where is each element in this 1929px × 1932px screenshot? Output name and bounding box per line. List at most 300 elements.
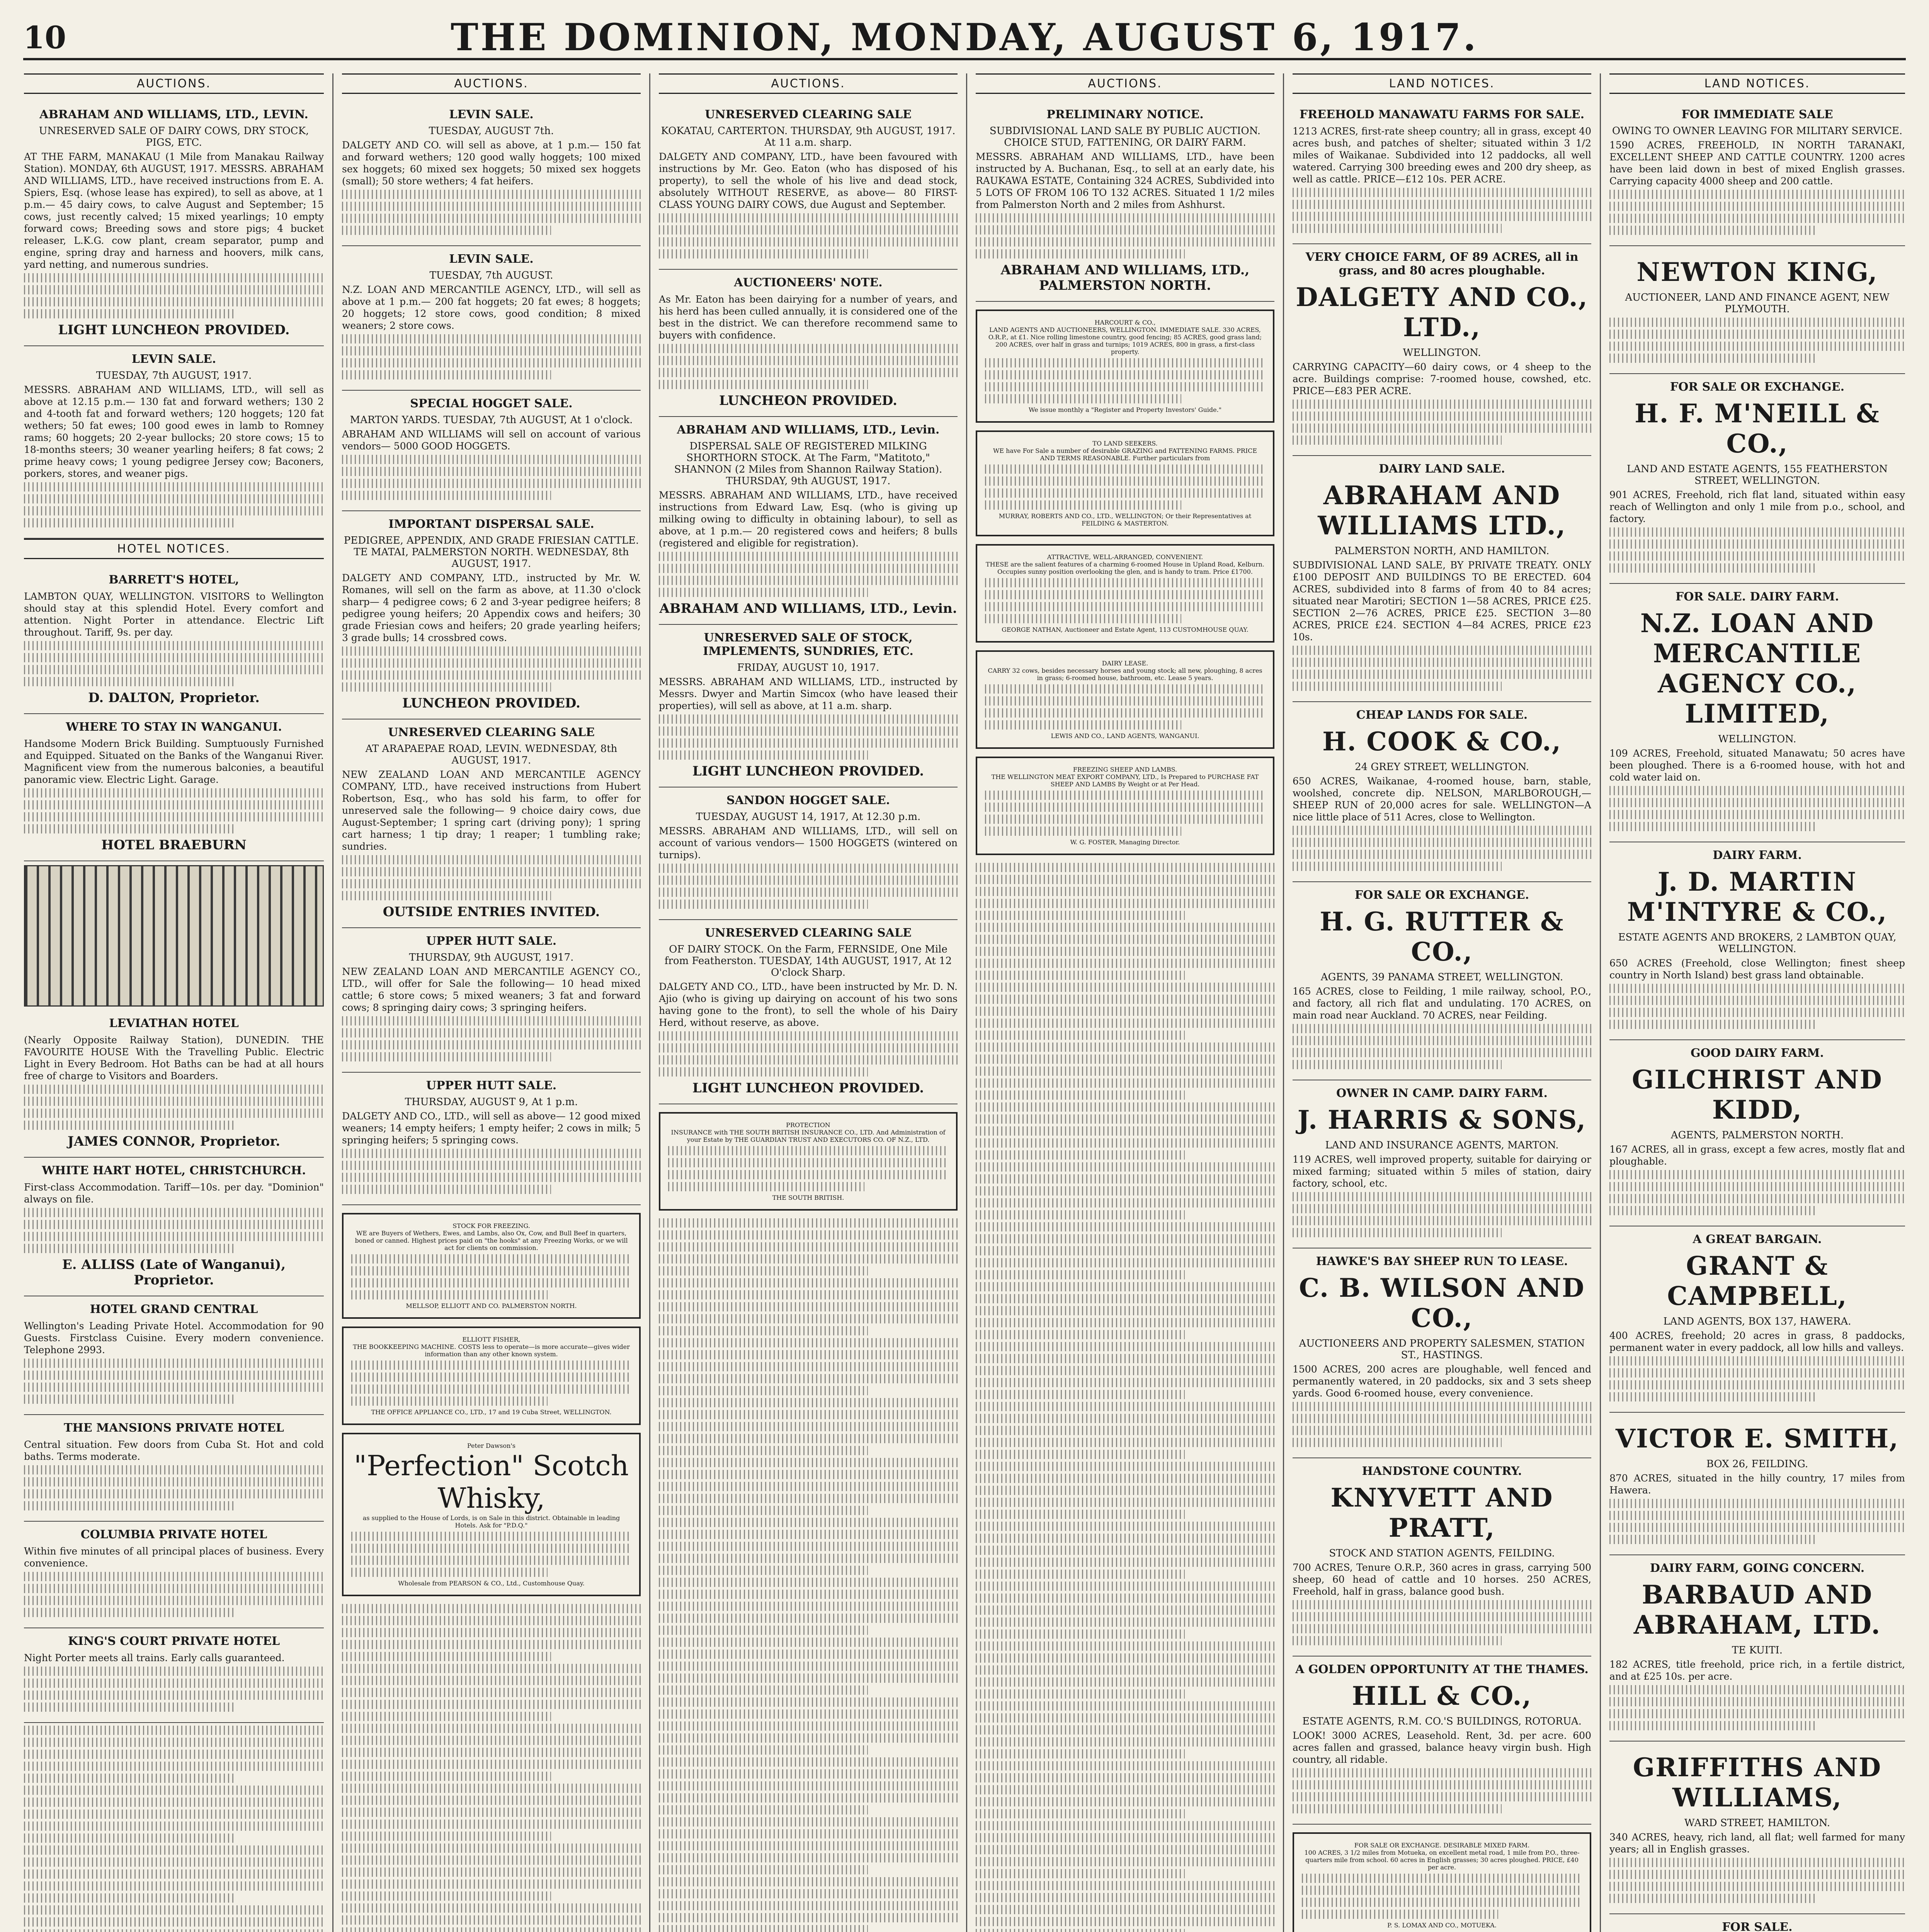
hotel-notices-header: HOTEL NOTICES. [24, 539, 324, 559]
text-line-texture [1609, 1020, 1817, 1029]
text-line-texture [659, 1302, 958, 1311]
text-line-texture [659, 1697, 958, 1707]
text-line-texture [659, 1386, 868, 1395]
text-line-texture [1609, 354, 1817, 363]
text-line-texture [976, 1522, 1274, 1531]
ad-heading: HARCOURT & CO., [1094, 319, 1156, 326]
text-line-texture [659, 1314, 958, 1323]
text-line-texture [1293, 1192, 1591, 1201]
text-line-texture [659, 864, 958, 873]
ad-advertiser-name: H. F. M'NEILL & CO., [1635, 398, 1880, 459]
text-line-texture [659, 1829, 958, 1838]
ad-subheading: TUESDAY, 7th AUGUST, 1917. [96, 370, 252, 381]
text-line-texture [1609, 1697, 1905, 1706]
ad-body-text: First-class Accommodation. Tariff—10s. per day. "Dominion" always on file. [24, 1182, 324, 1205]
text-line-texture [1609, 1008, 1905, 1017]
text-line-texture [1293, 838, 1591, 847]
ad-heading: DAIRY FARM, GOING CONCERN. [1650, 1561, 1865, 1575]
boxed-advertisement [976, 544, 1274, 643]
advertisement [24, 102, 324, 346]
ad-signoff: Wholesale from PEARSON & CO., Ltd., Customhouse Quay. [398, 1580, 585, 1587]
text-line-texture [24, 677, 234, 686]
ad-body-text: DALGETY AND COMPANY, LTD., have been favoured with instructions by Mr. Geo. Eaton (who has disposed of his property), to sell the whole of his live and dead stock, absolutely WITHOUT RESERVE, as above— 80 FIRST-CLASS YOUNG DAIRY COWS, due August and September. [659, 151, 958, 210]
text-line-texture [985, 696, 1265, 706]
ad-advertiser-name: J. D. MARTIN M'INTYRE & CO., [1627, 867, 1888, 927]
column-header: LAND NOTICES. [1293, 73, 1591, 94]
advertisement [24, 1010, 324, 1158]
text-line-texture [1293, 826, 1591, 835]
ad-subheading: SUBDIVISIONAL LAND SALE BY PUBLIC AUCTION. CHOICE STUD, FATTENING, OR DAIRY FARM. [989, 125, 1261, 148]
text-line-texture [659, 1506, 868, 1515]
text-line-texture [668, 1170, 948, 1179]
ad-subheading: KOKATAU, CARTERTON. THURSDAY, 9th AUGUST, 1917. At 11 a.m. sharp. [661, 125, 956, 148]
text-line-texture [24, 1774, 234, 1783]
text-line-texture [342, 1736, 641, 1745]
text-line-texture [24, 1810, 324, 1819]
text-line-texture [659, 1518, 958, 1527]
ad-heading: A GREAT BARGAIN. [1693, 1233, 1822, 1246]
ad-subheading: LAND AGENTS, BOX 137, HAWERA. [1663, 1316, 1851, 1327]
ad-body-text: As Mr. Eaton has been dairying for a number of years, and his herd has been culled annually, it is considered one of the best in the district. We can therefore recommend same to buyers with confidence. [659, 294, 958, 341]
text-line-texture [24, 1869, 324, 1879]
text-line-texture [24, 273, 324, 282]
advertisement [24, 1522, 324, 1628]
text-line-texture [976, 923, 1274, 932]
ad-heading: FREEZING SHEEP AND LAMBS. [1073, 766, 1177, 773]
ad-body-text: THESE are the salient features of a charming 6-roomed House in Upland Road, Kelburn. Occupies sunny position overlooking the glen, and is handy to tram. Price £1700. [985, 561, 1265, 575]
text-line-texture [976, 1186, 1274, 1196]
text-line-texture [976, 237, 1274, 247]
page-number: 10 [23, 19, 66, 56]
text-line-texture [976, 1102, 1274, 1112]
text-line-texture [351, 1384, 631, 1394]
ad-heading: WHITE HART HOTEL, CHRISTCHURCH. [42, 1164, 306, 1177]
text-line-texture [342, 1808, 641, 1817]
text-line-texture [351, 1278, 631, 1287]
text-line-texture [1609, 1380, 1905, 1389]
text-line-texture [24, 1608, 234, 1617]
text-line-texture [1609, 1685, 1905, 1694]
text-line-texture [342, 1185, 551, 1194]
text-line-texture [976, 1809, 1185, 1818]
text-line-texture [976, 1438, 1274, 1447]
ad-subheading: FRIDAY, AUGUST 10, 1917. [737, 662, 879, 673]
text-line-texture [976, 1713, 1274, 1723]
text-line-texture [1293, 1228, 1502, 1237]
ad-signoff: MELLSOP, ELLIOTT AND CO. PALMERSTON NORTH. [406, 1302, 577, 1310]
text-line-texture [976, 1893, 1274, 1902]
text-line-texture [1302, 1898, 1582, 1907]
text-line-texture [976, 1474, 1274, 1483]
text-line-texture [1293, 412, 1591, 421]
text-line-texture [24, 482, 324, 492]
text-line-texture [659, 1685, 868, 1695]
text-line-texture [24, 1208, 324, 1217]
ad-subheading: OWING TO OWNER LEAVING FOR MILITARY SERVICE. [1612, 125, 1903, 137]
text-line-texture [1302, 1874, 1582, 1883]
text-line-texture [342, 455, 641, 464]
text-line-texture [976, 1054, 1274, 1064]
ad-advertiser-name: C. B. WILSON AND CO., [1299, 1273, 1585, 1333]
ad-body-text: MESSRS. ABRAHAM AND WILLIAMS, LTD., will sell on account of various vendors— 1500 HOGGETS (wintered on turnips). [659, 825, 958, 861]
text-line-texture [976, 1222, 1274, 1231]
text-line-texture [342, 1844, 641, 1853]
ad-heading: VERY CHOICE FARM, OF 89 ACRES, all in grass, and 80 acres ploughable. [1305, 250, 1579, 277]
text-line-texture [342, 1688, 641, 1697]
ad-heading: LEVIN SALE. [131, 352, 216, 366]
text-line-texture [659, 1482, 958, 1491]
ad-subheading: AT ARAPAEPAE ROAD, LEVIN. WEDNESDAY, 8th AUGUST, 1917. [365, 743, 617, 766]
text-line-texture [342, 1748, 641, 1757]
text-line-texture [659, 1043, 958, 1053]
text-line-texture [659, 576, 958, 585]
text-line-texture [659, 1398, 958, 1407]
text-line-texture [342, 1149, 641, 1158]
text-line-texture [976, 1330, 1185, 1339]
text-line-texture [342, 1915, 641, 1925]
text-line-texture [1293, 1204, 1591, 1213]
text-line-texture [659, 750, 868, 760]
ad-advertiser-name: J. HARRIS & SONS, [1297, 1105, 1587, 1135]
text-line-texture [659, 1530, 958, 1539]
text-line-texture [24, 1881, 324, 1891]
text-line-texture [976, 1282, 1274, 1291]
text-line-texture [976, 1270, 1185, 1279]
ad-signoff: LIGHT LUNCHEON PROVIDED. [692, 1080, 924, 1096]
text-line-texture [24, 1465, 324, 1475]
text-line-texture [342, 1796, 641, 1805]
ad-signoff: JAMES CONNOR, Proprietor. [67, 1134, 281, 1149]
text-line-texture [659, 1733, 958, 1743]
text-line-texture [659, 1662, 958, 1671]
text-line-texture [342, 1760, 641, 1769]
text-line-texture [1609, 1535, 1817, 1544]
text-line-texture [1302, 1886, 1582, 1895]
text-line-texture [24, 1584, 324, 1593]
text-line-texture [24, 1821, 324, 1831]
text-line-texture [1609, 1182, 1905, 1191]
text-line-texture [1609, 1356, 1905, 1366]
text-line-texture [976, 1605, 1274, 1615]
ad-body-text: 340 ACRES, heavy, rich land, all flat; well farmed for many years; all in English grasses. [1609, 1832, 1905, 1855]
ad-heading: LEVIATHAN HOTEL [109, 1017, 239, 1030]
text-line-texture [985, 791, 1265, 800]
text-line-texture [659, 1031, 958, 1041]
ad-signoff: ABRAHAM AND WILLIAMS, LTD., Levin. [659, 601, 957, 616]
text-line-texture [351, 1396, 548, 1406]
advertisement [342, 391, 641, 511]
text-line-texture [976, 1234, 1274, 1243]
ad-subheading: TUESDAY, AUGUST 7th. [429, 125, 554, 137]
text-line-texture [985, 720, 1181, 730]
text-line-texture [976, 1198, 1274, 1208]
text-line-texture [342, 1772, 551, 1781]
text-line-texture [976, 887, 1274, 896]
ad-body-text: 109 ACRES, Freehold, situated Manawatu; 50 acres have been ploughed. There is a 6-roomed house, with hot and cold water laid on. [1609, 748, 1905, 783]
text-line-texture [659, 1338, 958, 1347]
advertisement [1293, 1080, 1591, 1248]
ad-signoff: We issue monthly a "Register and Property Investors' Guide." [1028, 406, 1222, 413]
text-line-texture [1609, 342, 1905, 351]
text-line-texture [976, 1138, 1274, 1148]
text-line-texture [24, 1489, 324, 1498]
ad-heading: FOR IMMEDIATE SALE [1681, 108, 1833, 121]
ad-body-text: 165 ACRES, close to Feilding, 1 mile railway, school, P.O., and factory, all rich flat and undulating. 170 ACRES, on main road near Auckland. 70 ACRES, near Feilding. [1293, 986, 1591, 1021]
text-line-texture [1293, 1426, 1591, 1435]
text-line-texture [1609, 1194, 1905, 1203]
text-line-texture [976, 1917, 1274, 1926]
ad-body-text: 700 ACRES, Tenure O.R.P., 360 acres in grass, carrying 500 sheep, 60 head of cattle and 10 horses. 250 ACRES, Freehold, half in grass, balance good bush. [1293, 1562, 1591, 1597]
text-line-texture [1609, 563, 1817, 573]
text-line-texture [976, 1342, 1274, 1351]
text-line-texture [659, 1925, 868, 1932]
text-line-texture [985, 382, 1265, 391]
ad-subheading: THURSDAY, 9th AUGUST, 1917. [409, 952, 574, 963]
text-line-texture [24, 1905, 324, 1915]
text-line-texture [342, 1832, 551, 1841]
ad-signoff: LIGHT LUNCHEON PROVIDED. [58, 322, 290, 338]
ad-body-text: THE BOOKKEEPING MACHINE. COSTS less to operate—is more accurate—gives wider information than any other known system. [353, 1343, 630, 1358]
text-line-texture [976, 875, 1274, 884]
ad-advertiser-name: GRIFFITHS AND WILLIAMS, [1633, 1752, 1882, 1813]
text-line-texture [342, 226, 551, 235]
advertisement [1293, 1656, 1591, 1825]
text-line-texture [1293, 1600, 1591, 1609]
ad-body-text: 870 ACRES, situated in the hilly country, 17 miles from Hawera. [1609, 1473, 1905, 1496]
ad-body-text: MESSRS. ABRAHAM AND WILLIAMS, LTD., will sell as above at 12.15 p.m.— 130 fat and forward wethers; 130 2 and 4-tooth fat and forward wethers; 120 hoggets; 120 fat wethers; 50 fat ewes; 100 good ewes in lamb to Romney rams; 60 hoggets; 20 2-year bullocks; 20 store cows; 15 to 18-months steers; 30 weaner yearling heifers; 8 fat cows; 2 prime heavy cows; 1 young pedigree Jersey cow; Baconers, porkers, stores, and weaner pigs. [24, 384, 324, 479]
text-line-texture [659, 1566, 868, 1575]
text-line-texture [24, 1917, 324, 1927]
boxed-advertisement [342, 1213, 641, 1319]
advertisement [1609, 1040, 1905, 1226]
advertisement [1293, 702, 1591, 882]
text-line-texture [976, 1821, 1274, 1830]
ad-subheading: TUESDAY, AUGUST 14, 1917, At 12.30 p.m. [696, 811, 921, 823]
text-line-texture [342, 682, 551, 692]
text-line-texture [976, 1797, 1274, 1806]
text-line-texture [659, 225, 958, 235]
ad-body-text: 1213 ACRES, first-rate sheep country; all in grass, except 40 acres bush, and patches of shelter; situated within 3 1/2 miles of Waikanae. Subdivided into 12 paddocks, all well watered. Carrying 300 breeding ewes and 200 dry sheep, as well as cattle. PRICE—£12 10s. PER ACRE. [1293, 126, 1591, 185]
text-line-texture [1609, 318, 1905, 327]
text-line-texture [1293, 1414, 1591, 1423]
text-line-texture [976, 983, 1274, 992]
text-line-texture [24, 1596, 324, 1605]
ad-heading: A GOLDEN OPPORTUNITY AT THE THAMES. [1295, 1663, 1589, 1676]
text-line-texture [24, 1359, 324, 1368]
text-line-texture [342, 1820, 641, 1829]
ad-body-text: WE have For Sale a number of desirable GRAZING and FATTENING FARMS. PRICE AND TERMS REASONABLE. Further particulars from [993, 447, 1257, 462]
text-line-texture [659, 1290, 958, 1299]
text-line-texture [1293, 212, 1591, 221]
ad-body-text: LAMBTON QUAY, WELLINGTON. VISITORS to Wellington should stay at this splendid Hotel. Every comfort and attention. Night Porter in attendance. Electric Lift throughout. Tariff, 9s. per day. [24, 591, 324, 638]
text-line-texture [342, 891, 551, 900]
ad-body-text: WE are Buyers of Wethers, Ewes, and Lambs, also Ox, Cow, and Bull Beef in quarters, boned or canned. Highest prices paid on "the hooks" at any Freezing Works, or we will act for clients on commission. [355, 1230, 628, 1252]
column-1 [15, 73, 332, 1932]
advertisement [1609, 246, 1905, 374]
ad-signoff: LUNCHEON PROVIDED. [719, 393, 898, 408]
text-line-texture [342, 479, 641, 488]
text-line-texture [1609, 798, 1905, 807]
text-line-texture [342, 1676, 641, 1685]
text-line-texture [659, 1781, 958, 1791]
text-line-texture [659, 1865, 868, 1874]
text-line-texture [342, 1173, 641, 1182]
text-line-texture [976, 1007, 1274, 1016]
ad-subheading: WARD STREET, HAMILTON. [1684, 1817, 1830, 1829]
text-line-texture [24, 641, 324, 650]
ad-heading: FOR SALE OR EXCHANGE. [1670, 380, 1845, 394]
advertisement [659, 417, 958, 625]
ad-subheading: AGENTS, 39 PANAMA STREET, WELLINGTON. [1320, 971, 1563, 983]
text-line-texture [1609, 527, 1905, 537]
text-line-texture [342, 1016, 641, 1026]
text-line-texture [659, 1578, 958, 1587]
boxed-advertisement [976, 430, 1274, 536]
ad-body-text: 650 ACRES (Freehold, close Wellington; finest sheep country in North Island) best grass land obtainable. [1609, 957, 1905, 981]
text-line-texture [1293, 1060, 1502, 1069]
ad-heading: HANDSTONE COUNTRY. [1362, 1464, 1522, 1478]
ad-advertiser-name: GRANT & CAMPBELL, [1667, 1251, 1847, 1311]
text-line-texture [1293, 1612, 1591, 1621]
text-line-texture [1293, 682, 1502, 691]
text-line-texture [976, 1031, 1185, 1040]
advertisement [342, 102, 641, 246]
text-line-texture [976, 1845, 1274, 1854]
text-line-texture [985, 684, 1265, 694]
ad-heading: THE MANSIONS PRIVATE HOTEL [64, 1421, 284, 1435]
text-line-texture [976, 1414, 1274, 1423]
text-line-texture [1293, 862, 1502, 871]
ad-body-text: MESSRS. ABRAHAM AND WILLIAMS, LTD., have been instructed by A. Buchanan, Esq., to sell at an early date, his RAUKAWA ESTATE, Containing 324 ACRES, Subdivided into 5 LOTS OF FROM 106 TO 132 ACRES. Situated 1 1/2 miles from Palmerston North and 2 miles from Ashhurst. [976, 151, 1274, 210]
advertisement [342, 928, 641, 1073]
text-line-texture [1293, 646, 1591, 655]
boxed-advertisement [976, 650, 1274, 749]
text-line-texture [659, 1626, 868, 1635]
text-line-texture [351, 1556, 631, 1565]
advertisement [1609, 1413, 1905, 1555]
text-line-texture [976, 1558, 1274, 1567]
text-line-texture [976, 225, 1274, 235]
advertisement [24, 1158, 324, 1296]
text-line-texture [976, 1246, 1274, 1255]
ad-body-text: DALGETY AND CO. will sell as above, at 1 p.m.— 150 fat and forward wethers; 120 good wally hoggets; 100 mixed sex hoggets; 60 mixed sex hoggets; 50 mixed sex hoggets (small); 50 store wethers; 4 fat heifers. [342, 139, 641, 187]
ad-signoff: D. DALTON, Proprietor. [88, 690, 260, 706]
ad-heading: BARRETT'S HOTEL, [109, 573, 239, 587]
column-header: AUCTIONS. [659, 73, 958, 94]
ad-heading: ATTRACTIVE, WELL-ARRANGED, CONVENIENT. [1047, 553, 1203, 561]
text-line-texture [24, 1750, 324, 1759]
ad-advertiser-name: VICTOR E. SMITH, [1615, 1423, 1899, 1454]
text-line-texture [976, 995, 1274, 1004]
text-line-texture [985, 488, 1265, 498]
text-line-texture [985, 464, 1265, 474]
text-line-texture [659, 1745, 868, 1755]
ad-subheading: PEDIGREE, APPENDIX, AND GRADE FRIESIAN CATTLE. TE MATAI, PALMERSTON NORTH. WEDNESDAY, 8th AUGUST, 1917. [344, 535, 639, 570]
text-line-texture [1293, 658, 1591, 667]
advertisement [24, 1296, 324, 1415]
advertisement [342, 1073, 641, 1205]
text-line-texture [24, 1085, 324, 1094]
ad-signoff: ABRAHAM AND WILLIAMS, LTD., PALMERSTON NORTH. [1000, 262, 1250, 293]
text-line-texture [976, 1617, 1274, 1627]
text-line-texture [342, 1700, 641, 1709]
text-line-texture [1293, 1768, 1591, 1777]
text-line-texture [1293, 1780, 1591, 1789]
ad-body-text: THE WELLINGTON MEAT EXPORT COMPANY, LTD., Is Prepared to PURCHASE FAT SHEEP AND LAMBS By Weight or at Per Head. [991, 773, 1259, 788]
ad-body-text: CARRY 32 cows, besides necessary horses and young stock; all new, ploughing, 8 acres in grass; 6-roomed house, bathroom, etc. Lease 5 years. [988, 667, 1262, 682]
text-line-texture [976, 1510, 1185, 1519]
text-line-texture [985, 803, 1265, 812]
advertisement [24, 714, 324, 861]
ad-body-text: Handsome Modern Brick Building. Sumptuously Furnished and Equipped. Situated on the Banks of the Wanganui River. Magnificent view from the numerous balconies, a beautiful panoramic view. Electric Light. Garage. [24, 738, 324, 785]
text-line-texture [342, 1628, 641, 1637]
text-line-texture [24, 1395, 234, 1404]
text-line-texture [1293, 188, 1591, 197]
ad-body-text: DALGETY AND CO., LTD., will sell as above— 12 good mixed weaners; 14 empty heifers; 1 empty heifer; 2 cows in milk; 5 springing heifers; 5 springing cows. [342, 1111, 641, 1146]
boxed-advertisement [342, 1327, 641, 1425]
text-line-texture [659, 1410, 958, 1419]
ad-heading: SPECIAL HOGGET SALE. [410, 397, 573, 410]
text-line-texture [24, 309, 234, 318]
advertisement [659, 270, 958, 417]
text-line-texture [24, 1477, 324, 1486]
text-line-texture [24, 297, 324, 306]
ad-body-text: 650 ACRES, Waikanae, 4-roomed house, barn, stable, woolshed, concrete dip. NELSON, MARLBOROUGH,—SHEEP RUN of 20,000 acres for sale. WELLINGTON—A nice little place of 511 Acres, close to Wellington. [1293, 776, 1591, 823]
ad-subheading: MARTON YARDS. TUESDAY, 7th AUGUST, At 1 o'clock. [350, 414, 633, 426]
text-line-texture [976, 947, 1274, 956]
ad-body-text: DALGETY AND CO., LTD., have been instructed by Mr. D. N. Ajio (who is giving up dairying on account of his two sons having gone to the front), to sell the whole of his Dairy Herd, without reserve, as above. [659, 981, 958, 1028]
boxed-advertisement [1293, 1832, 1591, 1932]
text-line-texture [976, 1629, 1185, 1639]
text-line-texture [342, 491, 551, 500]
advertisement [1609, 374, 1905, 584]
text-line-texture [342, 1652, 551, 1661]
ad-advertiser-name: GILCHRIST AND KIDD, [1632, 1065, 1883, 1125]
advertisement [1293, 1458, 1591, 1656]
ad-heading: Peter Dawson's [467, 1442, 515, 1449]
text-line-texture [24, 1738, 324, 1747]
column-header: AUCTIONS. [24, 73, 324, 94]
text-line-texture [976, 1426, 1274, 1435]
ad-body-text: CARRYING CAPACITY—60 dairy cows, or 4 sheep to the acre. Buildings comprise: 7-roomed house, cowshed, etc. PRICE—£83 PER ACRE. [1293, 361, 1591, 396]
text-line-texture [659, 1326, 868, 1335]
text-line-texture [342, 370, 551, 379]
advertisement [1293, 1248, 1591, 1458]
text-line-texture [351, 1568, 548, 1577]
text-line-texture [342, 646, 641, 656]
ad-signoff: LEWIS AND CO., LAND AGENTS, WANGANUI. [1051, 732, 1199, 740]
text-line-texture [985, 394, 1181, 403]
ad-heading: UNRESERVED CLEARING SALE [388, 726, 595, 739]
text-line-texture [1609, 226, 1817, 235]
text-line-texture [985, 827, 1181, 836]
text-line-texture [1609, 1206, 1817, 1215]
ad-body-text: as supplied to the House of Lords, is on Sale in this district. Obtainable in leading Hotels. Ask for "P.D.Q." [362, 1514, 620, 1529]
text-line-texture [976, 1546, 1274, 1555]
ad-advertiser-name: H. COOK & CO., [1322, 726, 1562, 757]
text-line-texture [976, 1390, 1185, 1399]
text-line-texture [976, 1773, 1274, 1782]
text-line-texture [976, 1761, 1274, 1770]
advertisement [24, 346, 324, 539]
text-line-texture [976, 1378, 1274, 1387]
ad-heading: UNRESERVED CLEARING SALE [705, 926, 912, 940]
ad-signoff: LIGHT LUNCHEON PROVIDED. [692, 764, 924, 779]
advertisement [1609, 1226, 1905, 1413]
advertisement [1609, 842, 1905, 1040]
text-line-texture [342, 467, 641, 476]
ad-body-text: 1590 ACRES, FREEHOLD, IN NORTH TARANAKI, EXCELLENT SHEEP AND CATTLE COUNTRY. 1200 acres have been laid down in best of mixed English grasses. Carrying capacity 4000 sheep and 200 cattle. [1609, 139, 1905, 187]
